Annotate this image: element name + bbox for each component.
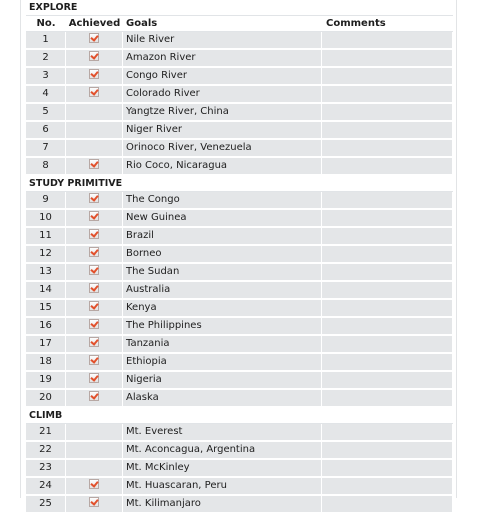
- goal-number: 2: [26, 50, 66, 68]
- goal-name: Kenya: [123, 300, 322, 318]
- achieved-checkbox-icon[interactable]: [89, 265, 99, 275]
- goal-name: Colorado River: [123, 86, 322, 104]
- achieved-cell: [66, 300, 123, 318]
- achieved-cell: [66, 372, 123, 390]
- goal-name: Alaska: [123, 390, 322, 408]
- achieved-checkbox-icon[interactable]: [89, 283, 99, 293]
- goal-number: 14: [26, 282, 66, 300]
- goal-name: Mt. Everest: [123, 424, 322, 442]
- goal-comment: [322, 282, 453, 300]
- table-row: [26, 140, 453, 158]
- table-row: [26, 122, 453, 140]
- goal-name: The Congo: [123, 192, 322, 210]
- goal-comment: [322, 496, 453, 514]
- achieved-cell: [66, 50, 123, 68]
- achieved-checkbox-icon[interactable]: [89, 497, 99, 507]
- achieved-cell: [66, 282, 123, 300]
- goal-name: New Guinea: [123, 210, 322, 228]
- goal-name: Mt. Huascaran, Peru: [123, 478, 322, 496]
- achieved-cell: [66, 246, 123, 264]
- goal-number: 13: [26, 264, 66, 282]
- achieved-checkbox-icon[interactable]: [89, 337, 99, 347]
- goal-comment: [322, 372, 453, 390]
- achieved-cell: [66, 424, 123, 442]
- goal-name: Tanzania: [123, 336, 322, 354]
- goal-name: Rio Coco, Nicaragua: [123, 158, 322, 176]
- column-header-row: [26, 16, 453, 32]
- table-row: [26, 210, 453, 228]
- achieved-cell: [66, 264, 123, 282]
- goals-table-body: [26, 0, 453, 514]
- goal-name: Mt. McKinley: [123, 460, 322, 478]
- goal-number: 18: [26, 354, 66, 372]
- table-row: [26, 478, 453, 496]
- achieved-checkbox-icon[interactable]: [89, 33, 99, 43]
- table-row: [26, 246, 453, 264]
- achieved-cell: [66, 140, 123, 158]
- goal-name: Congo River: [123, 68, 322, 86]
- goal-comment: [322, 424, 453, 442]
- table-row: [26, 192, 453, 210]
- achieved-cell: [66, 390, 123, 408]
- column-header-comments: Comments: [322, 16, 453, 32]
- goal-name: Ethiopia: [123, 354, 322, 372]
- table-row: [26, 390, 453, 408]
- table-row: [26, 32, 453, 50]
- goal-comment: [322, 86, 453, 104]
- table-row: [26, 336, 453, 354]
- achieved-checkbox-icon[interactable]: [89, 319, 99, 329]
- section-header-row: [26, 176, 453, 192]
- goal-number: 11: [26, 228, 66, 246]
- goal-name: Australia: [123, 282, 322, 300]
- achieved-cell: [66, 354, 123, 372]
- achieved-cell: [66, 318, 123, 336]
- goal-number: 20: [26, 390, 66, 408]
- table-row: [26, 50, 453, 68]
- achieved-cell: [66, 460, 123, 478]
- achieved-cell: [66, 104, 123, 122]
- goal-number: 17: [26, 336, 66, 354]
- section-header-row: [26, 408, 453, 424]
- goal-comment: [322, 210, 453, 228]
- goals-table: [26, 0, 453, 514]
- achieved-cell: [66, 228, 123, 246]
- table-row: [26, 318, 453, 336]
- goal-name: Amazon River: [123, 50, 322, 68]
- goal-name: Yangtze River, China: [123, 104, 322, 122]
- achieved-cell: [66, 336, 123, 354]
- goal-comment: [322, 460, 453, 478]
- table-row: [26, 372, 453, 390]
- section-title: EXPLORE: [26, 0, 453, 16]
- table-row: [26, 86, 453, 104]
- goal-comment: [322, 336, 453, 354]
- achieved-cell: [66, 158, 123, 176]
- goal-comment: [322, 318, 453, 336]
- achieved-checkbox-icon[interactable]: [89, 391, 99, 401]
- achieved-checkbox-icon[interactable]: [89, 51, 99, 61]
- goal-comment: [322, 104, 453, 122]
- goal-comment: [322, 158, 453, 176]
- goal-name: Nigeria: [123, 372, 322, 390]
- goal-comment: [322, 264, 453, 282]
- goal-comment: [322, 228, 453, 246]
- table-row: [26, 300, 453, 318]
- achieved-checkbox-icon[interactable]: [89, 301, 99, 311]
- achieved-checkbox-icon[interactable]: [89, 247, 99, 257]
- goal-name: Mt. Kilimanjaro: [123, 496, 322, 514]
- column-header-achieved: Achieved: [66, 16, 123, 32]
- goal-comment: [322, 390, 453, 408]
- achieved-cell: [66, 122, 123, 140]
- achieved-checkbox-icon[interactable]: [89, 229, 99, 239]
- goal-number: 16: [26, 318, 66, 336]
- goal-name: Nile River: [123, 32, 322, 50]
- goal-name: Mt. Aconcagua, Argentina: [123, 442, 322, 460]
- table-row: [26, 228, 453, 246]
- table-row: [26, 496, 453, 514]
- table-row: [26, 424, 453, 442]
- table-row: [26, 104, 453, 122]
- goal-comment: [322, 300, 453, 318]
- goal-comment: [322, 140, 453, 158]
- section-title: STUDY PRIMITIVE: [26, 176, 453, 192]
- goal-number: 24: [26, 478, 66, 496]
- table-row: [26, 68, 453, 86]
- achieved-checkbox-icon[interactable]: [89, 373, 99, 383]
- goal-number: 22: [26, 442, 66, 460]
- achieved-checkbox-icon[interactable]: [89, 87, 99, 97]
- table-row: [26, 442, 453, 460]
- goal-comment: [322, 478, 453, 496]
- goal-number: 10: [26, 210, 66, 228]
- goal-comment: [322, 192, 453, 210]
- achieved-checkbox-icon[interactable]: [89, 479, 99, 489]
- table-row: [26, 460, 453, 478]
- achieved-cell: [66, 210, 123, 228]
- column-header-goals: Goals: [123, 16, 322, 32]
- table-row: [26, 264, 453, 282]
- achieved-checkbox-icon[interactable]: [89, 159, 99, 169]
- goal-comment: [322, 50, 453, 68]
- goal-name: Brazil: [123, 228, 322, 246]
- goal-number: 15: [26, 300, 66, 318]
- goal-number: 23: [26, 460, 66, 478]
- goal-comment: [322, 246, 453, 264]
- goal-comment: [322, 122, 453, 140]
- section-title: CLIMB: [26, 408, 453, 424]
- table-row: [26, 354, 453, 372]
- achieved-cell: [66, 192, 123, 210]
- table-row: [26, 282, 453, 300]
- goal-number: 3: [26, 68, 66, 86]
- goal-number: 12: [26, 246, 66, 264]
- achieved-checkbox-icon[interactable]: [89, 69, 99, 79]
- achieved-cell: [66, 86, 123, 104]
- goal-number: 7: [26, 140, 66, 158]
- achieved-cell: [66, 68, 123, 86]
- goal-number: 21: [26, 424, 66, 442]
- achieved-checkbox-icon[interactable]: [89, 193, 99, 203]
- goal-number: 9: [26, 192, 66, 210]
- column-header-no: No.: [26, 16, 66, 32]
- goal-comment: [322, 354, 453, 372]
- goal-number: 25: [26, 496, 66, 514]
- goal-name: The Sudan: [123, 264, 322, 282]
- achieved-cell: [66, 32, 123, 50]
- goal-number: 5: [26, 104, 66, 122]
- goal-number: 4: [26, 86, 66, 104]
- goal-number: 8: [26, 158, 66, 176]
- goal-comment: [322, 32, 453, 50]
- table-row: [26, 158, 453, 176]
- achieved-cell: [66, 496, 123, 514]
- goal-name: Borneo: [123, 246, 322, 264]
- achieved-checkbox-icon[interactable]: [89, 355, 99, 365]
- goal-number: 19: [26, 372, 66, 390]
- goal-name: Niger River: [123, 122, 322, 140]
- goal-name: The Philippines: [123, 318, 322, 336]
- section-header-row: [26, 0, 453, 16]
- goal-number: 1: [26, 32, 66, 50]
- achieved-cell: [66, 478, 123, 496]
- goal-number: 6: [26, 122, 66, 140]
- goal-comment: [322, 442, 453, 460]
- achieved-cell: [66, 442, 123, 460]
- goal-name: Orinoco River, Venezuela: [123, 140, 322, 158]
- goal-comment: [322, 68, 453, 86]
- achieved-checkbox-icon[interactable]: [89, 211, 99, 221]
